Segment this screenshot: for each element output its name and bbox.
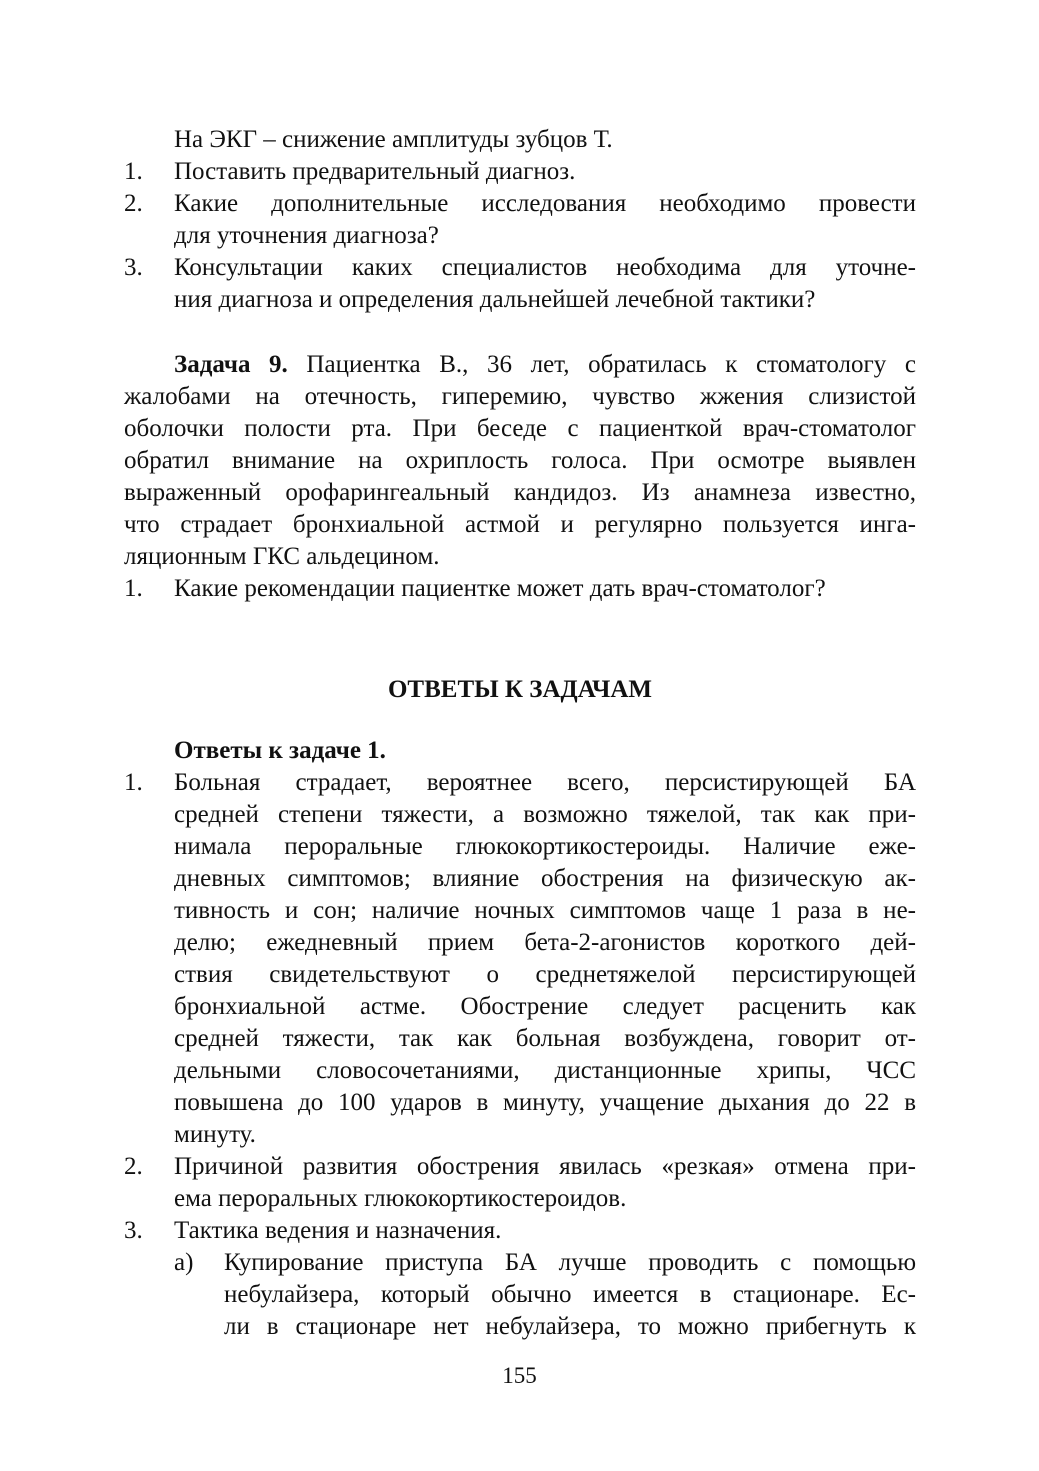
item-line: средней тяжести, так как больная возбуждена, говорит от- (174, 1025, 916, 1052)
item-line: Какие дополнительные исследования необходимо провести (174, 190, 916, 217)
item-line: ствия свидетельствуют о среднетяжелой персистирующей (174, 961, 916, 988)
item-line: Какие рекомендации пациентке может дать врач-стоматолог? (174, 575, 826, 602)
item-line: для уточнения диагноза? (174, 222, 439, 249)
item-line: дневных симптомов; влияние обострения на физическую ак- (174, 865, 916, 892)
item-number: 1. (124, 158, 143, 185)
item-line: минуту. (174, 1121, 256, 1148)
task-9-title: Задача 9. (174, 351, 288, 378)
item-line: Причиной развития обострения явилась «резкая» отмена при- (174, 1153, 916, 1180)
item-line: нимала пероральные глюкокортикостероиды. Наличие еже- (174, 833, 916, 860)
subitem-line: Купирование приступа БА лучше проводить с помощью (224, 1249, 916, 1276)
item-line: дельными словосочетаниями, дистанционные хрипы, ЧСС (174, 1057, 916, 1084)
subitem-line: ли в стационаре нет небулайзера, то можно прибегнуть к (224, 1313, 916, 1340)
task-9-line: что страдает бронхиальной астмой и регулярно пользуется инга- (124, 511, 916, 538)
question-item-2 (124, 188, 916, 252)
answers-section (124, 735, 916, 1343)
item-line: Тактика ведения и назначения. (174, 1217, 502, 1244)
task-9-first-line (124, 349, 916, 381)
task-9-line: выраженный орофарингеальный кандидоз. Из анамнеза известно, (124, 479, 916, 506)
item-line: Консультации каких специалистов необходима для уточне- (174, 254, 916, 281)
subitem-line: небулайзера, который обычно имеется в стационаре. Ес- (224, 1281, 916, 1308)
item-number: 2. (124, 1153, 143, 1180)
subitem-letter: а) (174, 1249, 194, 1276)
task-9-line: оболочки полости рта. При беседе с пациенткой врач-стоматолог (124, 415, 916, 442)
item-number: 3. (124, 254, 143, 281)
item-line: Поставить предварительный диагноз. (174, 158, 576, 185)
answer-item-2 (124, 1151, 916, 1215)
item-number: 1. (124, 769, 143, 796)
task-9-line: обратил внимание на охриплость голоса. При осмотре выявлен (124, 447, 916, 474)
answer-subitem-a (124, 1247, 916, 1343)
task-9-line: жалобами на отечность, гиперемию, чувство жжения слизистой (124, 383, 916, 410)
ekg-line: На ЭКГ – снижение амплитуды зубцов Т. (174, 126, 613, 153)
ekg-section (124, 124, 916, 316)
task-9 (124, 349, 916, 605)
item-number: 2. (124, 190, 143, 217)
question-item-3 (124, 252, 916, 316)
answers-subheading-text: Ответы к задаче 1. (174, 737, 386, 764)
answer-item-3 (124, 1215, 916, 1247)
answers-subheading (124, 735, 916, 767)
question-item-1 (124, 156, 916, 188)
page-number: 155 (502, 1363, 537, 1388)
item-line: повышена до 100 ударов в минуту, учащение дыхания до 22 в (174, 1089, 916, 1116)
item-line: ния диагноза и определения дальнейшей лечебной тактики? (174, 286, 816, 313)
item-line: Больная страдает, вероятнее всего, персистирующей БА (174, 769, 916, 796)
answer-item-1 (124, 767, 916, 1151)
task-9-question (124, 573, 916, 605)
item-line: тивность и сон; наличие ночных симптомов чаще 1 раза в не- (174, 897, 916, 924)
item-line: ема пероральных глюкокортикостероидов. (174, 1185, 627, 1212)
item-number: 3. (124, 1217, 143, 1244)
task-9-first-line-text: Пациентка В., 36 лет, обратилась к стоматологу с (287, 351, 916, 378)
item-line: средней степени тяжести, а возможно тяжелой, так как при- (174, 801, 916, 828)
item-number: 1. (124, 575, 143, 602)
item-line: бронхиальной астме. Обострение следует расценить как (174, 993, 916, 1020)
item-line: делю; ежедневный прием бета-2-агонистов короткого дей- (174, 929, 916, 956)
task-9-line: ляционным ГКС альдецином. (124, 543, 440, 570)
answers-heading: ОТВЕТЫ К ЗАДАЧАМ (387, 676, 653, 703)
